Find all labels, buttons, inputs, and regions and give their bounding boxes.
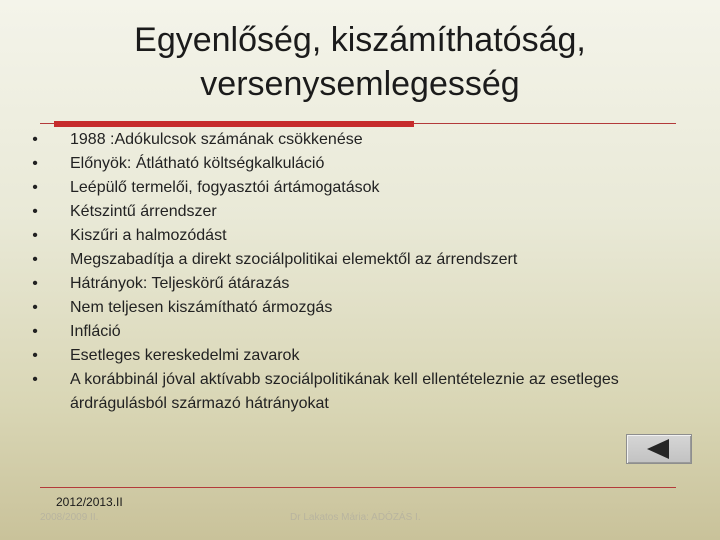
bullet-list — [28, 128, 678, 416]
bullet-icon: • — [32, 371, 38, 388]
list-item — [28, 248, 678, 272]
left-triangle-icon — [647, 439, 669, 459]
list-item — [28, 272, 678, 296]
bullet-icon: • — [32, 275, 38, 292]
bullet-icon: • — [32, 347, 38, 364]
bullet-text: Kétszintű árrendszer — [70, 203, 217, 220]
bullet-text: 1988 :Adókulcsok számának csökkenése — [70, 131, 363, 148]
list-item — [28, 224, 678, 248]
list-item — [28, 296, 678, 320]
list-item — [28, 344, 678, 368]
footer-author: Dr Lakatos Mária: ADÓZÁS I. — [290, 512, 421, 523]
bullet-icon: • — [32, 251, 38, 268]
footer-term-ghost: 2008/2009 II. — [40, 512, 99, 523]
footer-divider — [40, 487, 676, 488]
bullet-icon: • — [32, 179, 38, 196]
bullet-icon: • — [32, 227, 38, 244]
list-item — [28, 128, 678, 152]
title-line-2: versenysemlegesség — [200, 65, 520, 103]
list-item — [28, 368, 678, 416]
back-button[interactable] — [626, 434, 692, 464]
bullet-icon: • — [32, 155, 38, 172]
list-item — [28, 320, 678, 344]
bullet-icon: • — [32, 299, 38, 316]
bullet-text: Nem teljesen kiszámítható ármozgás — [70, 299, 333, 316]
bullet-icon: • — [32, 203, 38, 220]
list-item — [28, 152, 678, 176]
bullet-text: Megszabadítja a direkt szociálpolitikai elemektől az árrendszert — [70, 251, 518, 268]
title-line-1: Egyenlőség, kiszámíthatóság, — [134, 21, 586, 59]
bullet-text: Hátrányok: Teljeskörű átárazás — [70, 275, 290, 292]
list-item — [28, 176, 678, 200]
list-item — [28, 200, 678, 224]
bullet-text: Kiszűri a halmozódást — [70, 227, 227, 244]
page-title — [80, 18, 640, 106]
bullet-text: Előnyök: Átlátható költségkalkuláció — [70, 155, 325, 172]
bullet-text: Infláció — [70, 323, 121, 340]
footer-term: 2012/2013.II — [56, 495, 123, 509]
bullet-icon: • — [32, 323, 38, 340]
bullet-text: A korábbinál jóval aktívabb szociálpolitikának kell ellentételeznie az esetleges árdrágulásból származó hátrányokat — [70, 371, 619, 412]
bullet-text: Leépülő termelői, fogyasztói ártámogatások — [70, 179, 380, 196]
bullet-text: Esetleges kereskedelmi zavarok — [70, 347, 300, 364]
bullet-icon: • — [32, 131, 38, 148]
title-divider-accent — [54, 121, 414, 127]
